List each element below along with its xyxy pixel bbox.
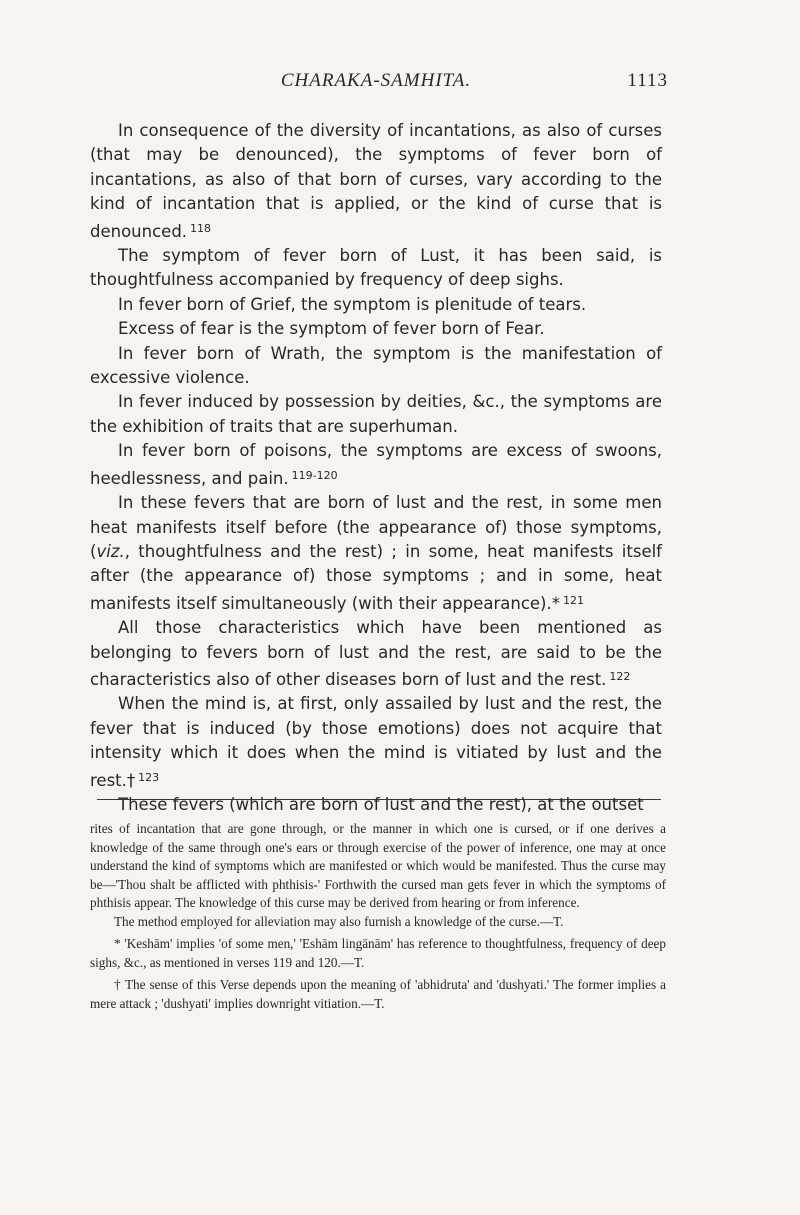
- paragraph: In these fevers that are born of lust and the rest, in some men heat manifests itself before (the appearance of) those symptoms, (viz., thoughtfulness and the rest) ; in some, heat manifests itself after (the appearance of) those symptoms ; and in some, heat manifests itself simultaneously (with their appearance).* $^{121}$: [90, 493, 662, 613]
- running-head: [90, 70, 668, 100]
- paragraph: In consequence of the diversity of incantations, as also of curses (that may be denounced), the symptoms of fever born of incantations, as also of that born of curses, vary according to the kind of incantation that is applied, or the kind of curse that is denounced. $^{118}$: [90, 121, 662, 241]
- paragraph: In fever born of Wrath, the symptom is the manifestation of excessive violence.: [90, 343, 662, 388]
- paragraph: In fever born of Grief, the symptom is plenitude of tears.: [118, 294, 587, 314]
- paragraph: In fever induced by possession by deities, &c., the symptoms are the exhibition of traits that are superhuman.: [90, 392, 662, 436]
- footnotes: [90, 820, 666, 1013]
- verse-number: 123: [138, 770, 160, 784]
- paragraph: These fevers (which are born of lust and the rest), at the outset: [118, 794, 644, 814]
- footnote: rites of incantation that are gone through, or the manner in which one is cursed, or if one derives a knowledge of the same through one's ears or through exercise of the power of inference, one may at once understand the kind of symptoms which are manifested or which would be manifested. Thus the curse may be—'Thou shalt be afflicted with phthisis-' Forthwith the cursed man gets fever in which the symptoms of phthisis appear. The knowledge of this curse may be derived from hearing or from inference.: [90, 821, 666, 910]
- paragraph: In fever born of poisons, the symptoms are excess of swoons, heedlessness, and pain. $^{119-120}$: [90, 441, 662, 488]
- footnote: The method employed for alleviation may also furnish a knowledge of the curse.—T.: [114, 913, 564, 929]
- verse-number: 119-120: [291, 468, 338, 482]
- footnote: * 'Keshām' implies 'of some men,' 'Eshām lingānām' has reference to thoughtfulness, frequency of deep sighs, &c., as mentioned in verses 119 and 120.—T.: [90, 936, 666, 970]
- running-title: CHARAKA-SAMHITA.: [280, 70, 472, 91]
- paragraph: The symptom of fever born of Lust, it has been said, is thoughtfulness accompanied by frequency of deep sighs.: [90, 246, 662, 290]
- footnote: † The sense of this Verse depends upon the meaning of 'abhidruta' and 'dushyati.' The former implies a mere attack ; 'dushyati' implies downright vitiation.—T.: [90, 977, 666, 1011]
- paragraph: Excess of fear is the symptom of fever born of Fear.: [118, 319, 545, 339]
- footnote-divider: [97, 799, 661, 800]
- verse-number: 121: [562, 593, 584, 607]
- paragraph: When the mind is, at first, only assailed by lust and the rest, the fever that is induced (by those emotions) does not acquire that intensity which it does when the mind is vitiated by lust and the rest.† $^{123}$: [90, 694, 662, 790]
- main-text: [90, 119, 662, 817]
- italic-abbrev: viz.: [96, 541, 125, 561]
- verse-number: 118: [190, 221, 212, 235]
- page-number: 1113: [627, 70, 668, 91]
- verse-number: 122: [609, 669, 631, 683]
- paragraph: All those characteristics which have been mentioned as belonging to fevers born of lust and the rest, are said to be the characteristics also of other diseases born of lust and the rest. $^{122}$: [90, 618, 662, 689]
